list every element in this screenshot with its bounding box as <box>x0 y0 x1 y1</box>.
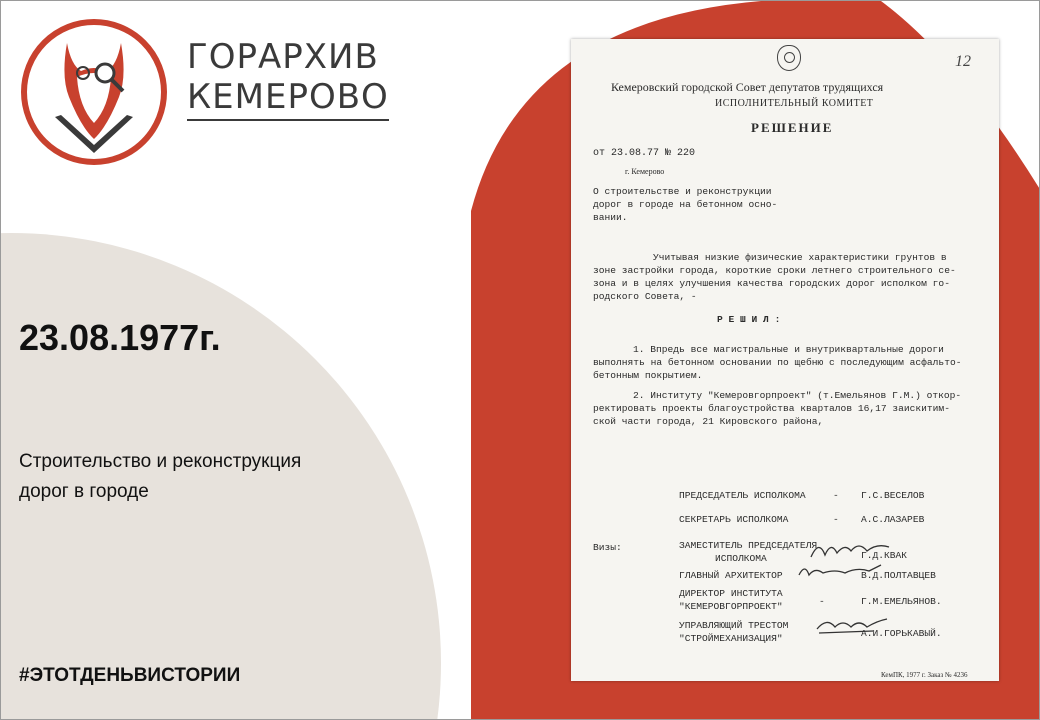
doc-resolved: Р Е Ш И Л : <box>717 314 781 325</box>
doc-date-line: от 23.08.77 № 220 <box>593 148 696 159</box>
visa-role <box>679 619 788 645</box>
doc-preamble <box>593 251 956 303</box>
brand-line1: ГОРАРХИВ <box>187 37 379 77</box>
archive-document <box>571 39 999 681</box>
signature-name: А.С.ЛАЗАРЕВ <box>861 514 925 525</box>
signature-dash: - <box>833 514 839 525</box>
brand-line2: КЕМЕРОВО <box>187 77 389 121</box>
signature-role: ПРЕДСЕДАТЕЛЬ ИСПОЛКОМА <box>679 490 806 501</box>
handwritten-signature <box>813 611 893 637</box>
item2-line: 2. Институту "Кемеровгорпроект" (т.Емельянов Г.М.) откор- <box>633 390 962 401</box>
visa-role-line: ЗАМЕСТИТЕЛЬ ПРЕДСЕДАТЕЛЯ <box>679 540 818 551</box>
subject-line: О строительстве и реконструкции <box>593 186 772 197</box>
event-title-line1: Строительство и реконструкция <box>19 451 302 472</box>
signature-row <box>679 489 806 502</box>
state-emblem-icon <box>777 45 801 71</box>
visa-role-line: "СТРОЙМЕХАНИЗАЦИЯ" <box>679 633 783 644</box>
visa-name: Г.Д.КВАК <box>861 550 908 561</box>
event-title-line2: дорог в городе <box>19 481 149 502</box>
visa-role <box>679 587 783 613</box>
item1-line: выполнять на бетонном основании по щебню с последующим асфальто- <box>593 357 962 368</box>
subject-line: вании. <box>593 212 628 223</box>
visa-dash: - <box>819 596 825 607</box>
doc-city: г. Кемерово <box>625 167 665 176</box>
subject-line: дорог в городе на бетонном осно- <box>593 199 778 210</box>
visa-name: А.И.ГОРЬКАВЫЙ. <box>861 628 942 639</box>
preamble-line: зоне застройки города, короткие сроки летнего строительного се- <box>593 265 956 276</box>
visa-role-line: "КЕМЕРОВГОРПРОЕКТ" <box>679 601 783 612</box>
signature-name: Г.С.ВЕСЕЛОВ <box>861 490 925 501</box>
visa-role: ГЛАВНЫЙ АРХИТЕКТОР <box>679 570 783 581</box>
item2-line: ректировать проекты благоустройства кварталов 16,17 заискитим- <box>593 403 950 414</box>
archive-number: 12 <box>955 53 971 70</box>
visa-name: В.Д.ПОЛТАВЦЕВ <box>861 570 936 581</box>
signature-dash: - <box>833 490 839 501</box>
hashtag: #ЭТОТДЕНЬВИСТОРИИ <box>19 665 241 686</box>
preamble-line: зона и в целях улучшения качества городских дорог исполком го- <box>593 278 950 289</box>
visa-name: Г.М.ЕМЕЛЬЯНОВ. <box>861 596 942 607</box>
signature-role: СЕКРЕТАРЬ ИСПОЛКОМА <box>679 514 789 525</box>
doc-subject <box>593 185 777 224</box>
owl-logo-icon <box>19 17 169 167</box>
preamble-line: Учитывая низкие физические характеристики грунтов в <box>653 252 947 263</box>
visa-role-line: УПРАВЛЯЮЩИЙ ТРЕСТОМ <box>679 620 789 631</box>
item2-line: ской части города, 21 Кировского района, <box>593 416 824 427</box>
event-date: 23.08.1977г. <box>19 317 221 358</box>
handwritten-signature <box>795 559 885 583</box>
doc-type: РЕШЕНИЕ <box>751 120 834 135</box>
event-title <box>19 447 399 507</box>
item1-line: бетонным покрытием. <box>593 370 703 381</box>
visa-role-line: ДИРЕКТОР ИНСТИТУТА <box>679 588 783 599</box>
doc-header-line1: Кемеровский городской Совет депутатов трудящихся <box>611 80 884 94</box>
doc-header-line2: ИСПОЛНИТЕЛЬНЫЙ КОМИТЕТ <box>715 98 874 109</box>
doc-item1 <box>593 343 961 382</box>
visas-label: Визы: <box>593 542 622 553</box>
doc-footer: КемПК, 1977 г. Заказ № 4236 <box>881 671 968 679</box>
doc-item2 <box>593 389 961 428</box>
preamble-line: родского Совета, - <box>593 291 697 302</box>
item1-line: 1. Впредь все магистральные и внутриквартальные дороги <box>633 344 944 355</box>
brand-name <box>187 37 389 121</box>
visa-role-line: ИСПОЛКОМА <box>715 553 767 564</box>
